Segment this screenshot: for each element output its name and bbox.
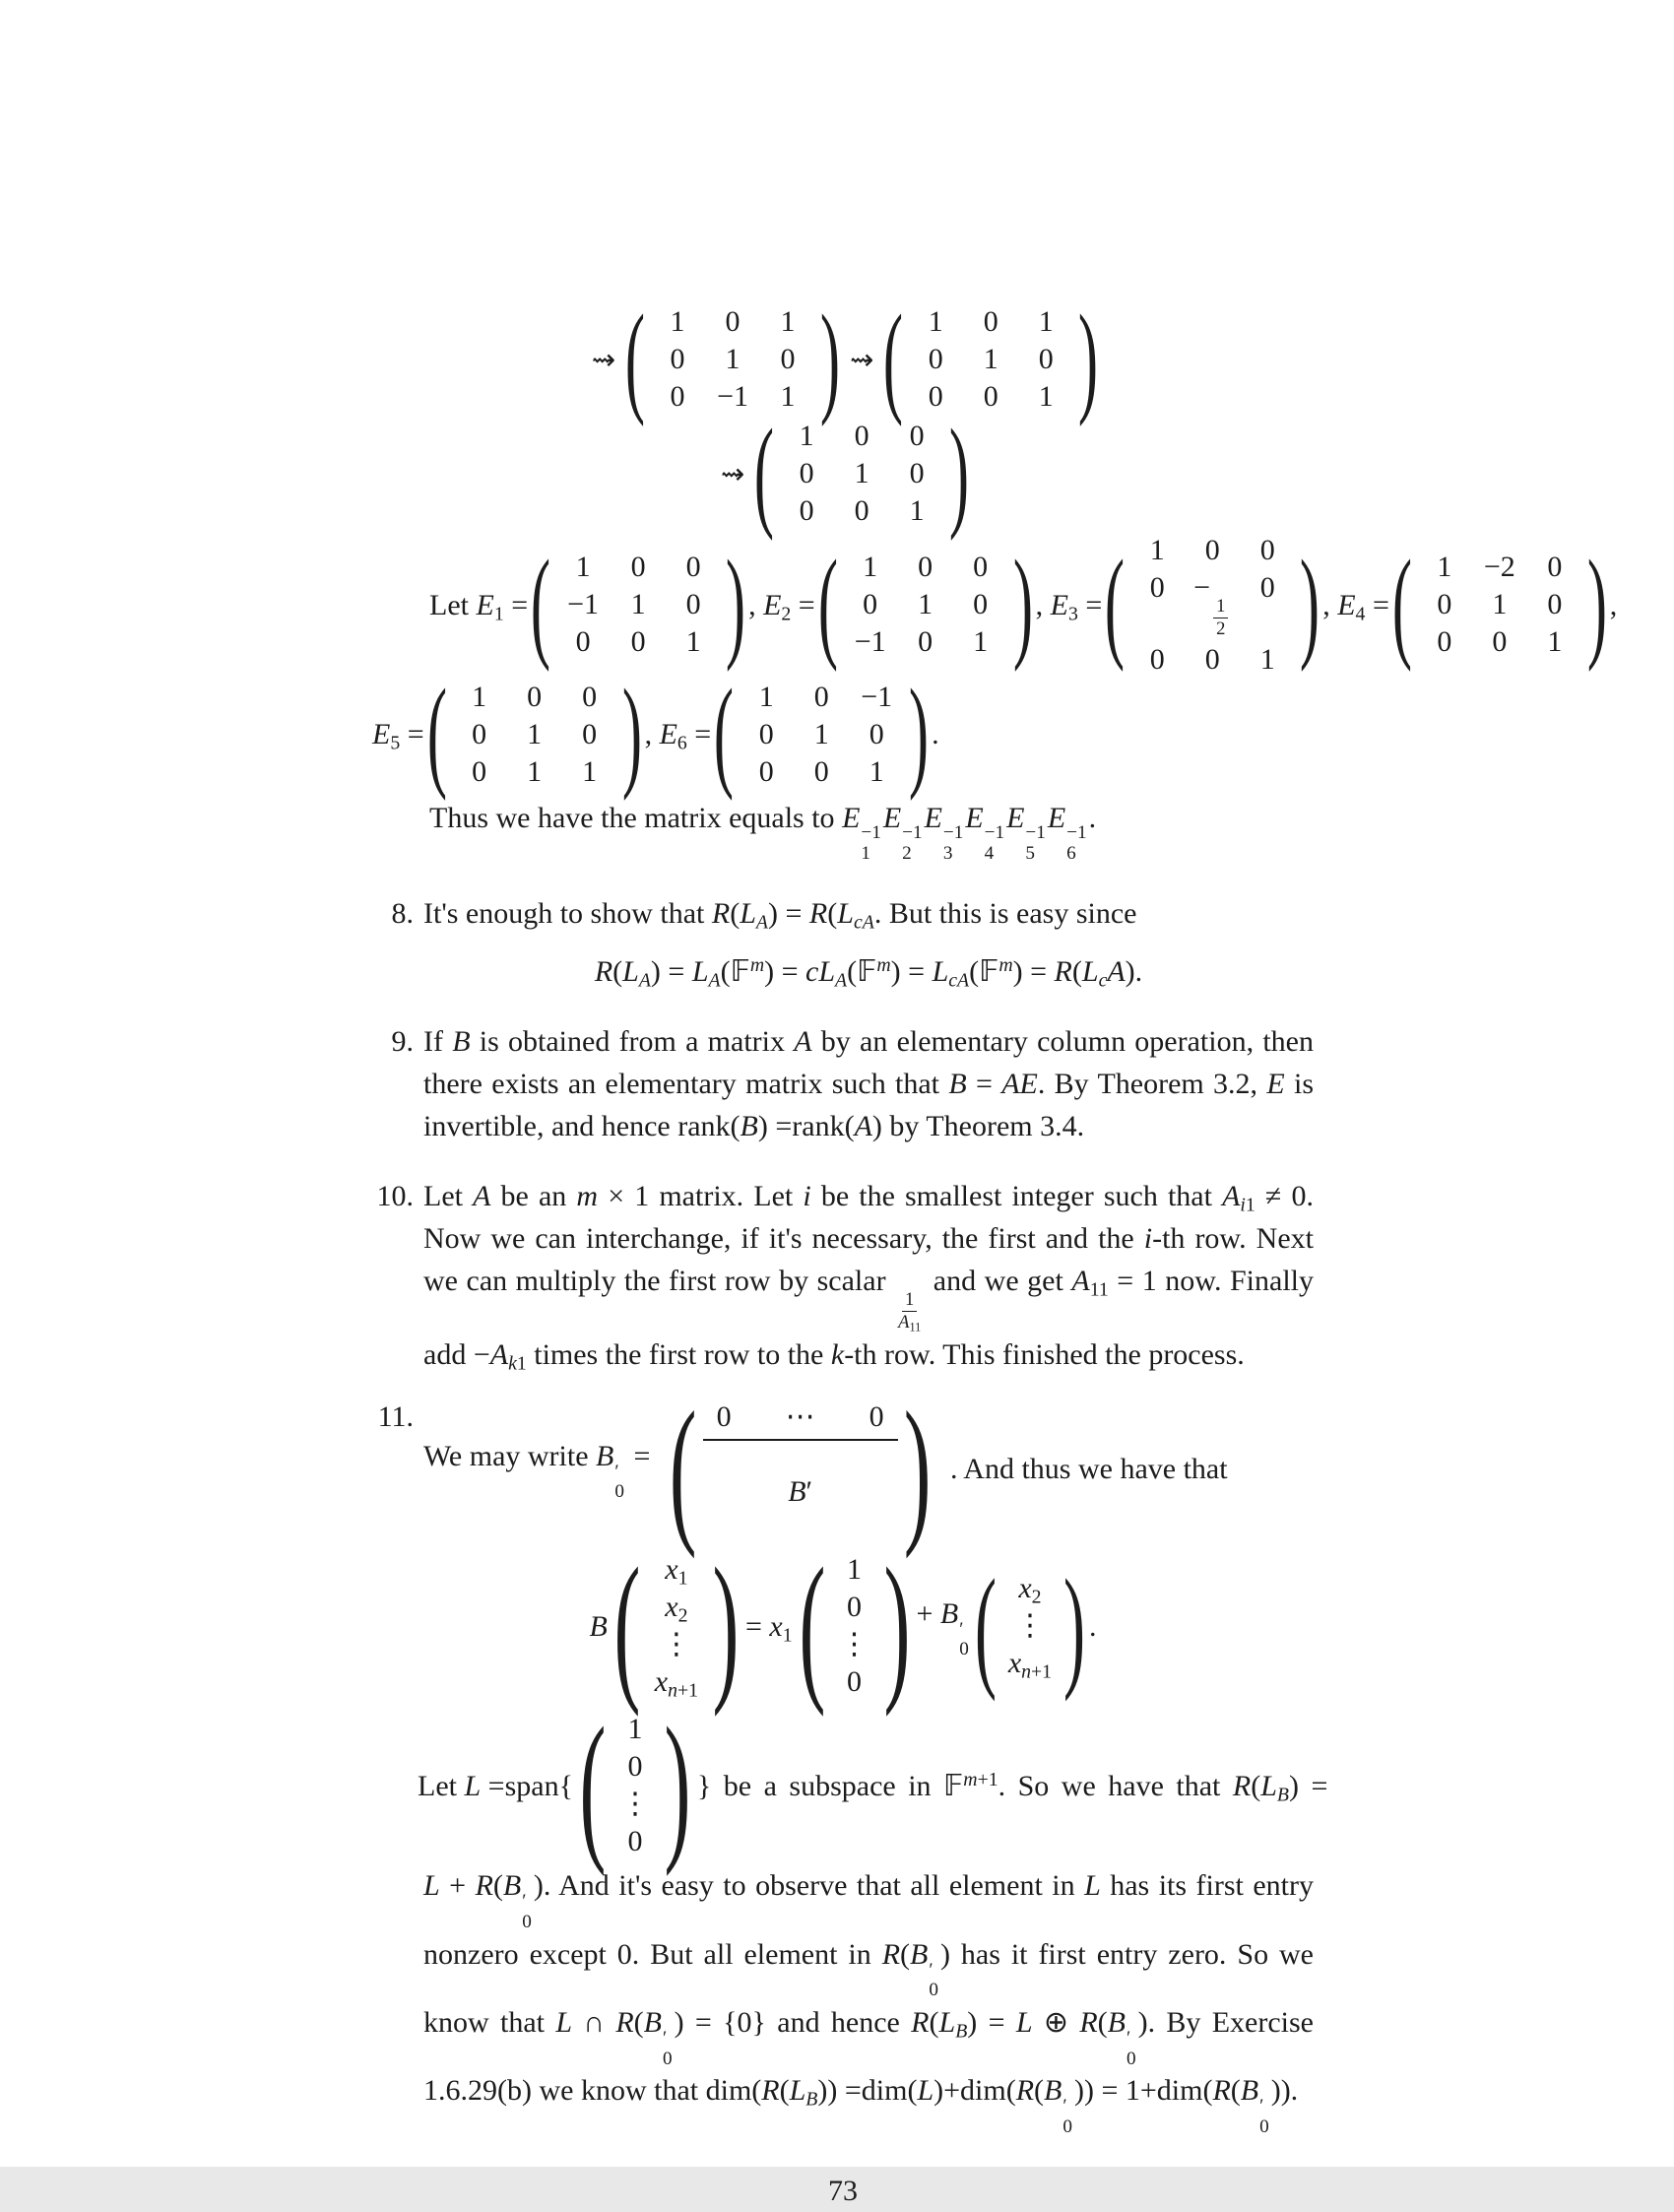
vector-x [608,1551,745,1701]
matrix-cell: 0 [725,305,740,338]
matrix-cell: 0 [685,551,701,584]
matrix-cell: 0 [854,420,869,452]
item-11-intro-line [423,1396,1314,1541]
matrix-cell: 1 [813,717,829,750]
matrix-e4 [1389,549,1610,661]
matrix-row [908,341,1073,378]
item-8-text: It's enough to show that $R(L_A) = R(L_{cA}$. But this is easy since [423,896,1137,934]
matrix-cell: 0 [472,717,487,750]
matrix-cell: 0 [1149,642,1165,676]
math-text: . [932,718,939,750]
matrix-row [650,341,815,378]
matrix-row [908,303,1073,341]
matrix-cell: 0 [1204,642,1220,676]
matrix-grid [779,418,944,530]
matrix-cell: 0 [869,1400,884,1434]
block-matrix-body: B ′ [788,1474,813,1508]
matrix-cell: 1 [527,754,543,788]
matrix-cell: ( 1 [575,551,591,584]
math-text: Let $E_1$ = [429,588,529,625]
matrix-row [834,1663,875,1701]
matrix-grid [739,679,904,791]
matrix-cell: 1 [725,343,740,375]
math-text: + B ′ 0 [916,1596,969,1660]
matrix-cell: 0 [918,625,934,659]
math-text: , [1609,588,1618,621]
matrix-cell: ⋮ [619,1788,650,1821]
rightsquigarrow-icon: ⇝ [720,456,745,490]
matrix-row [649,1626,704,1663]
matrix-cell: $x_{n+1}$ [1007,1647,1053,1683]
math-text: . [1089,1609,1097,1643]
item-10-label: 10. [376,1179,414,1212]
matrix-cell: 0 [847,1665,863,1699]
matrix-grid [1002,1570,1058,1682]
matrix-cell: 1 [780,305,796,338]
matrix-cell: 0 [928,380,943,413]
matrix-cell: 1 [1547,625,1563,659]
matrix-cell: ⋮ [839,1628,869,1661]
matrix-cell: 1 [630,588,646,621]
matrix-row [779,418,944,455]
matrix-cell: 1 [1038,305,1054,338]
matrix-row [834,1551,875,1589]
matrix-row [1417,623,1582,661]
math-text: B [589,1609,608,1643]
item-9 [372,1020,1314,1147]
matrix-cell: ⋯ [785,1400,815,1434]
row-reduction-line-2 [372,418,1314,530]
matrix-row [739,679,904,716]
matrix-e1 [528,549,748,661]
matrix-row [739,753,904,791]
matrix-cell: $x_{n+1}$ [654,1665,698,1702]
matrix-cell: 1 [582,754,598,788]
matrix-cell: ( $x_2$ [1018,1572,1042,1608]
matrix-grid [614,1711,656,1860]
matrix-cell: ( 1 [863,551,878,584]
matrix-cell: ( 1 [627,1713,643,1746]
matrix-grid [650,303,815,416]
item-10-text: Let A be an m × 1 matrix. Let i be the smallest integer such that $A_{i1} \ne 0$. Now we can interchange, if it's necessary, the first and the i-th row. Next we can multiply the first row by scalar $\frac{1}{A_{11}}$ and we get $A_{11} = 1$ now. Finally add $-A_{k1}$ times the first row to the k-th row. This finished the process. [423,1179,1314,1375]
span-definition-line [372,1711,1328,1860]
matrix-cell: ( 1 [758,680,774,713]
elementary-matrices-line-2 [372,679,1314,791]
matrix-row [1129,569,1295,641]
matrix-row [834,1626,875,1663]
matrix-cell: 0 [1259,534,1275,566]
matrix-cell: 0 [1149,571,1165,604]
matrix-grid [908,303,1073,416]
matrix-cell: −1 [717,380,748,413]
matrix-cell: 0 [973,588,989,621]
matrix-cell: 0 [983,380,998,413]
matrix-cell: 0 [527,680,543,713]
matrix-grid [843,549,1008,661]
matrix-cell: 1 [780,380,796,413]
matrix-row [843,623,1008,661]
matrix-cell: 1 [1492,588,1508,621]
rightsquigarrow-icon: ⇝ [591,342,616,376]
matrix-cell: 0 [1547,588,1563,621]
item-11 [372,1396,1314,1541]
matrix-cell: 1 [983,343,998,375]
matrix-cell: 0 [918,551,934,584]
matrix-cell: 0 [1038,343,1054,375]
matrix-row [1002,1607,1058,1645]
matrix-row [650,303,815,341]
matrix-cell: ( 1 [799,420,814,452]
matrix-grid [649,1551,704,1701]
vector-span [573,1711,697,1860]
matrix-cell: ⋮ [661,1628,691,1661]
matrix-cell: ⋮ [1014,1609,1045,1643]
matrix-cell: 0 [582,680,598,713]
matrix-cell: 1 [1038,380,1054,413]
matrix-cell: 0 [627,1750,643,1784]
matrix-cell: 0 [813,680,829,713]
matrix-cell: 0 [758,754,774,788]
matrix-cell: 0 [575,625,591,659]
matrix-cell: 0 [630,551,646,584]
matrix-row [1129,641,1295,679]
matrix-row [555,623,721,661]
item-8-display-equation: $R(L_A)$ = $L_A(𝔽^m)$ = $cL_A(𝔽^m)$ = $L_{cA}(𝔽^m) = R(L_cA)$. [594,953,1143,992]
matrix-cell: 1 [869,754,884,788]
matrix-cell: ( 1 [1149,534,1165,566]
matrix-cell: 1 [909,494,925,527]
matrix-cell: ( 1 [472,680,487,713]
matrix-cell: 0 [670,343,685,375]
matrix-cell: 0 [1492,625,1508,659]
matrix-cell: − $\frac{1}{2}$ [1185,569,1240,641]
page-content [372,301,1618,2212]
math-text: = $x_1$ [744,1609,793,1647]
matrix-row [649,1589,704,1626]
matrix-cell: 0 [758,717,774,750]
matrix-cell: 0 [472,754,487,788]
rightsquigarrow-icon: ⇝ [850,342,874,376]
matrix-cell: 0 [928,343,943,375]
matrix-cell: 0 [780,343,796,375]
matrix-grid [452,679,617,791]
matrix-cell: 0 [973,551,989,584]
matrix-row [555,549,721,586]
item-9-label: 9. [391,1024,414,1058]
matrix-row [1417,549,1582,586]
matrix-cell: 0 [582,717,598,750]
matrix-cell: 0 [1547,551,1563,584]
matrix-row [1002,1645,1058,1682]
item-11-display-equation [372,1551,1314,1701]
matrix-cell: ( 0 [716,1400,732,1434]
matrix-row [1002,1570,1058,1607]
vector-e1 [793,1551,917,1701]
matrix-step2 [751,418,972,530]
matrix-cell: 0 [869,717,884,750]
matrix-step1a [622,303,843,416]
matrix-cell: 1 [527,717,543,750]
matrix-cell: 1 [854,457,869,489]
item-11-label: 11. [377,1400,414,1434]
math-text: $E_5$ = [372,718,424,754]
elementary-matrices-line-1 [372,532,1618,679]
matrix-cell: 0 [799,494,814,527]
matrix-row [650,378,815,416]
matrix-row [452,679,617,716]
matrix-row [779,492,944,530]
matrix-row [1129,532,1295,569]
matrix-cell: 0 [909,420,925,452]
row-reduction-line-1 [372,303,1314,416]
matrix-cell: −1 [567,588,600,621]
item-8 [372,892,1314,993]
math-text: Let L =span{ [418,1769,573,1802]
matrix-row [614,1786,656,1823]
matrix-cell: 0 [1437,625,1452,659]
matrix-cell: ( 1 [1437,551,1452,584]
block-matrix-top-row [703,1396,898,1441]
matrix-cell: 0 [630,625,646,659]
matrix-cell: 0 [983,305,998,338]
matrix-row [908,378,1073,416]
item-8-label: 8. [391,896,414,930]
matrix-grid [555,549,721,661]
matrix-row [834,1589,875,1626]
matrix-cell: 0 [627,1825,643,1858]
matrix-cell: 0 [1259,571,1275,604]
matrix-e5 [424,679,645,791]
matrix-cell: 0 [863,588,878,621]
matrix-row [452,753,617,791]
matrix-cell: 1 [1259,642,1275,676]
matrix-cell: 0 [854,494,869,527]
matrix-row [739,716,904,753]
math-text: . And thus we have that [949,1452,1228,1485]
matrix-cell: 0 [670,380,685,413]
matrix-cell: ( $x_1$ [665,1553,688,1590]
math-text: , $E_3$ = [1035,588,1103,625]
matrix-cell: 1 [918,588,934,621]
matrix-row [614,1823,656,1860]
block-matrix-inner [703,1396,898,1541]
matrix-cell: ( 1 [928,305,943,338]
block-matrix-b0 [656,1396,944,1541]
page-number: 73 [828,2174,858,2207]
matrix-cell: −2 [1483,551,1515,584]
matrix-grid [1129,532,1295,679]
item-9-text: If B is obtained from a matrix A by an elementary column operation, then there exists an elementary matrix such that B = AE. By Theorem 3.2, E is invertible, and hence rank(B) =rank(A) by Theorem 3.4. [423,1024,1315,1142]
matrix-step1b [880,303,1101,416]
matrix-row [555,586,721,623]
math-text: We may write B ′ 0 = [423,1439,651,1503]
matrix-e2 [815,549,1036,661]
matrix-grid [834,1551,875,1701]
matrix-row [452,716,617,753]
matrix-cell: 1 [973,625,989,659]
matrix-grid [1417,549,1582,661]
matrix-cell: ( 1 [670,305,685,338]
matrix-cell: −1 [854,625,886,659]
matrix-cell: −1 [861,680,893,713]
matrix-cell: ( 1 [847,1553,863,1587]
matrix-cell: 0 [847,1591,863,1624]
matrix-cell: 0 [1437,588,1452,621]
math-text: , $E_4$ = [1322,588,1389,625]
matrix-row [779,455,944,492]
matrix-cell: $x_2$ [665,1591,688,1627]
vector-x2 [971,1570,1089,1682]
matrix-cell: 0 [813,754,829,788]
item-10 [372,1175,1314,1377]
matrix-cell: 0 [1204,534,1220,566]
conclusion-line: Thus we have the matrix equals to E −1 1 E −1 2 E −1 3 E −1 4 E −1 5 E −1 6 . [429,801,1097,865]
matrix-row [614,1748,656,1786]
matrix-cell: 0 [909,457,925,489]
item-11-paragraph: L + R(B ′ 0 ). And it's easy to observe that all element in L has its first entry nonzero except 0. But all element in R(B ′ 0 ) has it first entry zero. So we know that L ∩ R(B ′ 0 ) = {0} and hence $R(L_B) = L$ ⊕ R(B ′ 0 ). By Exercise 1.6.29(b) we know that $dim(R(L_B)) =dim(L)+dim(R(B$ ′ 0 )) = 1+dim(R(B ′ 0 )). [423,1869,1314,2138]
matrix-cell: 0 [799,457,814,489]
matrix-row [1417,586,1582,623]
matrix-row [843,586,1008,623]
matrix-cell: 0 [685,588,701,621]
math-text: , $E_2$ = [748,588,815,625]
matrix-cell: 1 [685,625,701,659]
math-text: } be a subspace in 𝔽$^{m+1}$. So we have that $R(L_B)$ = [696,1768,1328,1806]
matrix-e6 [711,679,932,791]
math-text: , $E_6$ = [644,718,712,754]
matrix-row [843,549,1008,586]
matrix-e3 [1102,532,1322,679]
